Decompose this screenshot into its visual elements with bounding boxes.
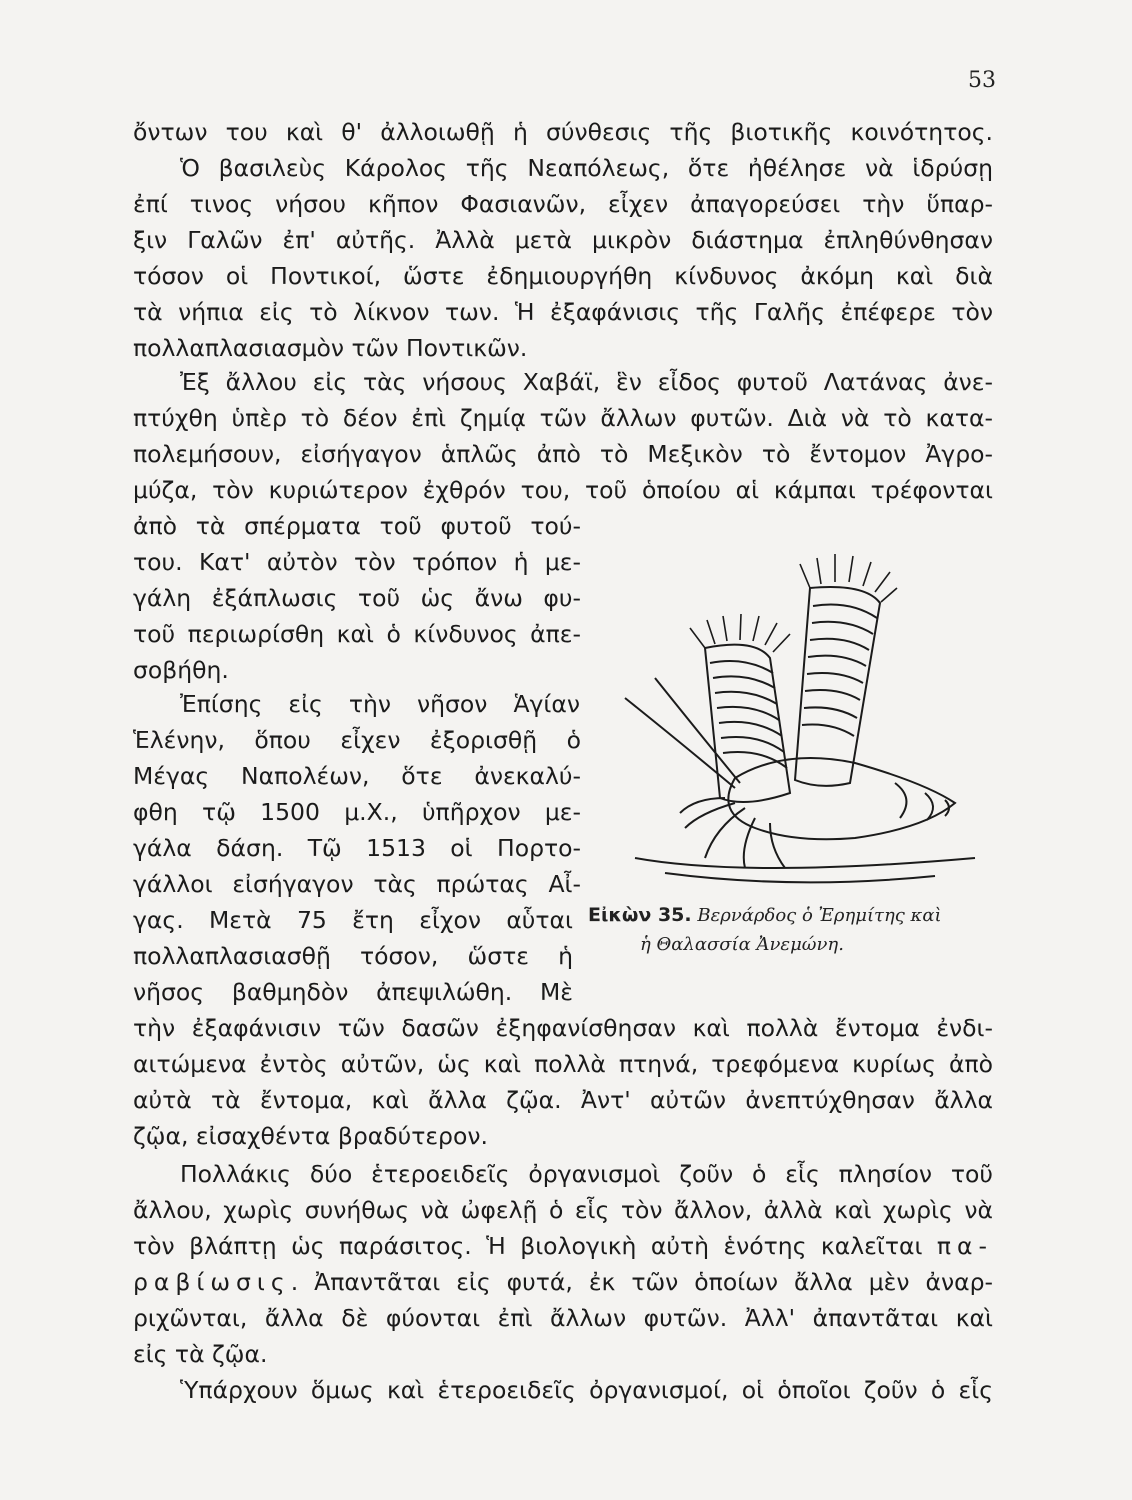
text-line: Ἐπίσης εἰς τὴν νῆσον Ἁγίαν	[180, 690, 580, 718]
anemone-tentacles-right	[800, 554, 897, 602]
figure-label: Εἰκὼν 35.	[588, 904, 692, 926]
text-line: τὰ νήπια εἰς τὸ λίκνον των. Ἡ ἐξαφάνισις τῆς Γαλῆς ἐπέφερε τὸν	[133, 298, 993, 326]
text-line: Ἑλένην, ὅπου εἶχεν ἐξορισθῇ ὁ	[133, 726, 581, 754]
text-line: Πολλάκις δύο ἑτεροειδεῖς ὀργανισμοὶ ζοῦν ὁ εἷς πλησίον τοῦ	[180, 1160, 993, 1188]
text-line: τὴν ἐξαφάνισιν τῶν δασῶν ἐξηφανίσθησαν καὶ πολλὰ ἔντομα ἐνδι-	[133, 1014, 993, 1042]
text-line: ζῷα, εἰσαχθέντα βραδύτερον.	[133, 1122, 488, 1150]
text-line: Ὁ βασιλεὺς Κάρολος τῆς Νεαπόλεως, ὅτε ἠθέλησε νὰ ἱδρύσῃ	[180, 154, 993, 182]
text-line: γάλη ἐξάπλωσις τοῦ ὡς ἄνω φυ-	[133, 584, 581, 612]
text-line: ἀπὸ τὰ σπέρματα τοῦ φυτοῦ τού-	[133, 512, 581, 540]
text-line: ἄλλου, χωρὶς συνήθως νὰ ὠφελῇ ὁ εἷς τὸν ἄλλον, ἀλλὰ καὶ χωρὶς νὰ	[133, 1196, 993, 1224]
text-line: σοβήθη.	[133, 656, 229, 684]
text-line: Ἐξ ἄλλου εἰς τὰς νήσους Χαβάϊ, ἓν εἶδος φυτοῦ Λατάνας ἀνε-	[180, 368, 993, 396]
spaced-term: ραβίωσις	[133, 1268, 291, 1296]
shell	[728, 758, 955, 839]
text-line: ξιν Γαλῶν ἐπ' αὐτῆς. Ἀλλὰ μετὰ μικρὸν διάστημα ἐπληθύνθησαν	[133, 226, 993, 254]
text-line: Μέγας Ναπολέων, ὅτε ἀνεκαλύ-	[133, 762, 581, 790]
ground-lines	[635, 858, 975, 882]
text-line: τοῦ περιωρίσθη καὶ ὁ κίνδυνος ἀπε-	[133, 620, 581, 648]
figure-caption	[588, 900, 988, 931]
text-segment: τὸν βλάπτῃ ὡς παράσιτος. Ἡ βιολογικὴ αὐτὴ ἑνότης καλεῖται	[133, 1232, 937, 1260]
text-line: αὐτὰ τὰ ἔντομα, καὶ ἄλλα ζῷα. Ἀντ' αὐτῶν ἀνεπτύχθησαν ἄλλα	[133, 1086, 993, 1114]
text-line: Ὑπάρχουν ὅμως καὶ ἑτεροειδεῖς ὀργανισμοί, οἱ ὁποῖοι ζοῦν ὁ εἷς	[180, 1376, 993, 1404]
text-line: εἰς τὰ ζῷα.	[133, 1340, 268, 1368]
figure-caption-line2: ἡ Θαλασσία Ἀνεμώνη.	[640, 934, 844, 955]
text-line: νῆσος βαθμηδὸν ἀπεψιλώθη. Μὲ	[133, 978, 573, 1006]
text-line: πτύχθη ὑπὲρ τὸ δέον ἐπὶ ζημίᾳ τῶν ἄλλων φυτῶν. Διὰ νὰ τὸ κατα-	[133, 404, 993, 432]
text-segment: . Ἀπαντᾶται εἰς φυτά, ἐκ τῶν ὁποίων ἄλλα μὲν ἀναρ-	[290, 1268, 993, 1296]
crab-antennae	[625, 678, 740, 788]
text-line: φθη τῷ 1500 μ.Χ., ὑπῆρχον με-	[133, 798, 581, 826]
text-line: ἐπί τινος νήσου κῆπον Φασιανῶν, εἶχεν ἀπαγορεύσει τὴν ὕπαρ-	[133, 190, 993, 218]
hermit-crab-anemone-drawing	[595, 528, 995, 898]
text-line: γάλλοι εἰσήγαγον τὰς πρώτας Αἶ-	[133, 870, 581, 898]
anemone-column-right	[795, 587, 880, 786]
figure-illustration	[595, 528, 995, 898]
text-line	[133, 1266, 993, 1298]
text-line: ὄντων του καὶ θ' ἀλλοιωθῇ ἡ σύνθεσις τῆς βιοτικῆς κοινότητος.	[133, 118, 993, 146]
anemone-tentacles-left	[690, 614, 790, 652]
text-line: πολεμήσουν, εἰσήγαγον ἁπλῶς ἀπὸ τὸ Μεξικὸν τὸ ἔντομον Ἀγρο-	[133, 440, 993, 468]
text-line: αιτώμενα ἐντὸς αὐτῶν, ὡς καὶ πολλὰ πτηνά, τρεφόμενα κυρίως ἀπὸ	[133, 1050, 993, 1078]
spaced-term: πα-	[936, 1232, 993, 1260]
text-line: μύζα, τὸν κυριώτερον ἐχθρόν του, τοῦ ὁποίου αἱ κάμπαι τρέφονται	[133, 476, 993, 504]
figure-caption-line1: Βερνάρδος ὁ Ἐρημίτης καὶ	[697, 905, 942, 926]
text-line: γάλα δάση. Τῷ 1513 οἱ Πορτο-	[133, 834, 581, 862]
text-line	[133, 1230, 993, 1262]
text-line: τόσον οἱ Ποντικοί, ὥστε ἐδημιουργήθη κίνδυνος ἀκόμη καὶ διὰ	[133, 262, 993, 290]
text-line: πολλαπλασιασθῇ τόσον, ὥστε ἡ	[133, 942, 573, 970]
text-line: του. Κατ' αὐτὸν τὸν τρόπον ἡ με-	[133, 548, 581, 576]
text-line: πολλαπλασιασμὸν τῶν Ποντικῶν.	[133, 334, 528, 362]
page-number: 53	[968, 68, 996, 93]
text-line: ριχῶνται, ἄλλα δὲ φύονται ἐπὶ ἄλλων φυτῶν. Ἀλλ' ἀπαντᾶται καὶ	[133, 1304, 993, 1332]
text-line: γας. Μετὰ 75 ἔτη εἶχον αὗται	[133, 906, 573, 934]
